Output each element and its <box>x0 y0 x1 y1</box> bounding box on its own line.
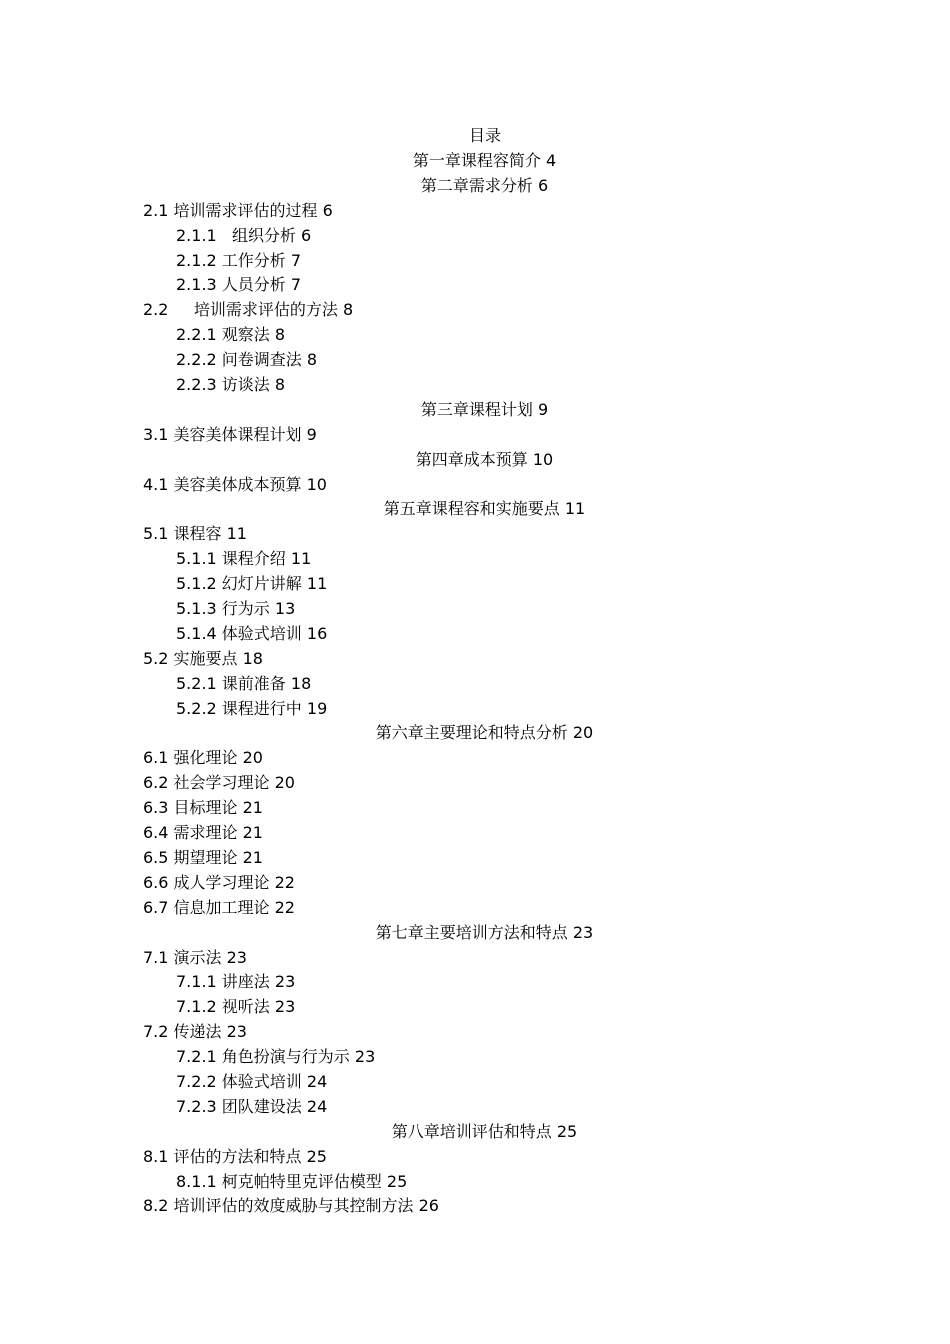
toc-subsection-entry: 5.1.3 行为示 13 <box>176 599 296 619</box>
toc-subsection-entry: 2.1.3 人员分析 7 <box>176 275 302 295</box>
toc-section-entry: 6.5 期望理论 21 <box>143 847 263 867</box>
toc-list <box>143 149 826 1219</box>
toc-section-entry: 8.1 评估的方法和特点 25 <box>143 1146 327 1166</box>
toc-section-entry: 2.2 培训需求评估的方法 8 <box>143 300 354 320</box>
toc-subsection-entry: 2.1.1 组织分析 6 <box>176 225 312 245</box>
toc-section-entry: 5.2 实施要点 18 <box>143 648 263 668</box>
toc-section-entry: 8.2 培训评估的效度威胁与其控制方法 26 <box>143 1196 439 1216</box>
toc-section-entry: 6.3 目标理论 21 <box>143 798 263 818</box>
toc-subsection-entry: 7.2.2 体验式培训 24 <box>176 1071 328 1091</box>
toc-section-entry: 6.2 社会学习理论 20 <box>143 773 295 793</box>
toc-section-entry: 6.6 成人学习理论 22 <box>143 872 295 892</box>
toc-subsection-entry: 7.1.1 讲座法 23 <box>176 972 296 992</box>
toc-chapter-entry: 第七章主要培训方法和特点 23 <box>375 922 594 942</box>
toc-chapter-entry: 第六章主要理论和特点分析 20 <box>375 723 594 743</box>
toc-chapter-entry: 第三章课程计划 9 <box>420 399 549 419</box>
toc-subsection-entry: 2.2.1 观察法 8 <box>176 325 286 345</box>
toc-chapter-entry: 第四章成本预算 10 <box>415 449 554 469</box>
toc-subsection-entry: 8.1.1 柯克帕特里克评估模型 25 <box>176 1171 408 1191</box>
toc-subsection-entry: 5.1.2 幻灯片讲解 11 <box>176 574 328 594</box>
toc-section-entry: 4.1 美容美体成本预算 10 <box>143 474 327 494</box>
toc-section-entry: 6.7 信息加工理论 22 <box>143 897 295 917</box>
toc-subsection-entry: 5.2.2 课程进行中 19 <box>176 698 328 718</box>
toc-section-entry: 6.4 需求理论 21 <box>143 823 263 843</box>
toc-subsection-entry: 7.2.1 角色扮演与行为示 23 <box>176 1047 376 1067</box>
toc-subsection-entry: 2.1.2 工作分析 7 <box>176 250 302 270</box>
toc-section-entry: 5.1 课程容 11 <box>143 524 247 544</box>
toc-subsection-entry: 7.2.3 团队建设法 24 <box>176 1096 328 1116</box>
toc-subsection-entry: 2.2.3 访谈法 8 <box>176 375 286 395</box>
toc-section-entry: 3.1 美容美体课程计划 9 <box>143 424 317 444</box>
toc-section-entry: 6.1 强化理论 20 <box>143 748 263 768</box>
toc-subsection-entry: 7.1.2 视听法 23 <box>176 997 296 1017</box>
toc-chapter-entry: 第二章需求分析 6 <box>420 175 549 195</box>
toc-subsection-entry: 5.2.1 课前准备 18 <box>176 673 312 693</box>
toc-section-entry: 7.2 传递法 23 <box>143 1022 247 1042</box>
toc-section-entry: 7.1 演示法 23 <box>143 947 247 967</box>
toc-chapter-entry: 第八章培训评估和特点 25 <box>391 1121 578 1141</box>
toc-chapter-entry: 第一章课程容简介 4 <box>412 151 557 170</box>
toc-chapter-entry: 第五章课程容和实施要点 11 <box>383 499 586 519</box>
toc-title: 目录 <box>468 126 501 145</box>
toc-subsection-entry: 5.1.4 体验式培训 16 <box>176 623 328 643</box>
toc-subsection-entry: 5.1.1 课程介绍 11 <box>176 549 312 569</box>
toc-section-entry: 2.1 培训需求评估的过程 6 <box>143 200 333 220</box>
toc-subsection-entry: 2.2.2 问卷调查法 8 <box>176 350 318 370</box>
